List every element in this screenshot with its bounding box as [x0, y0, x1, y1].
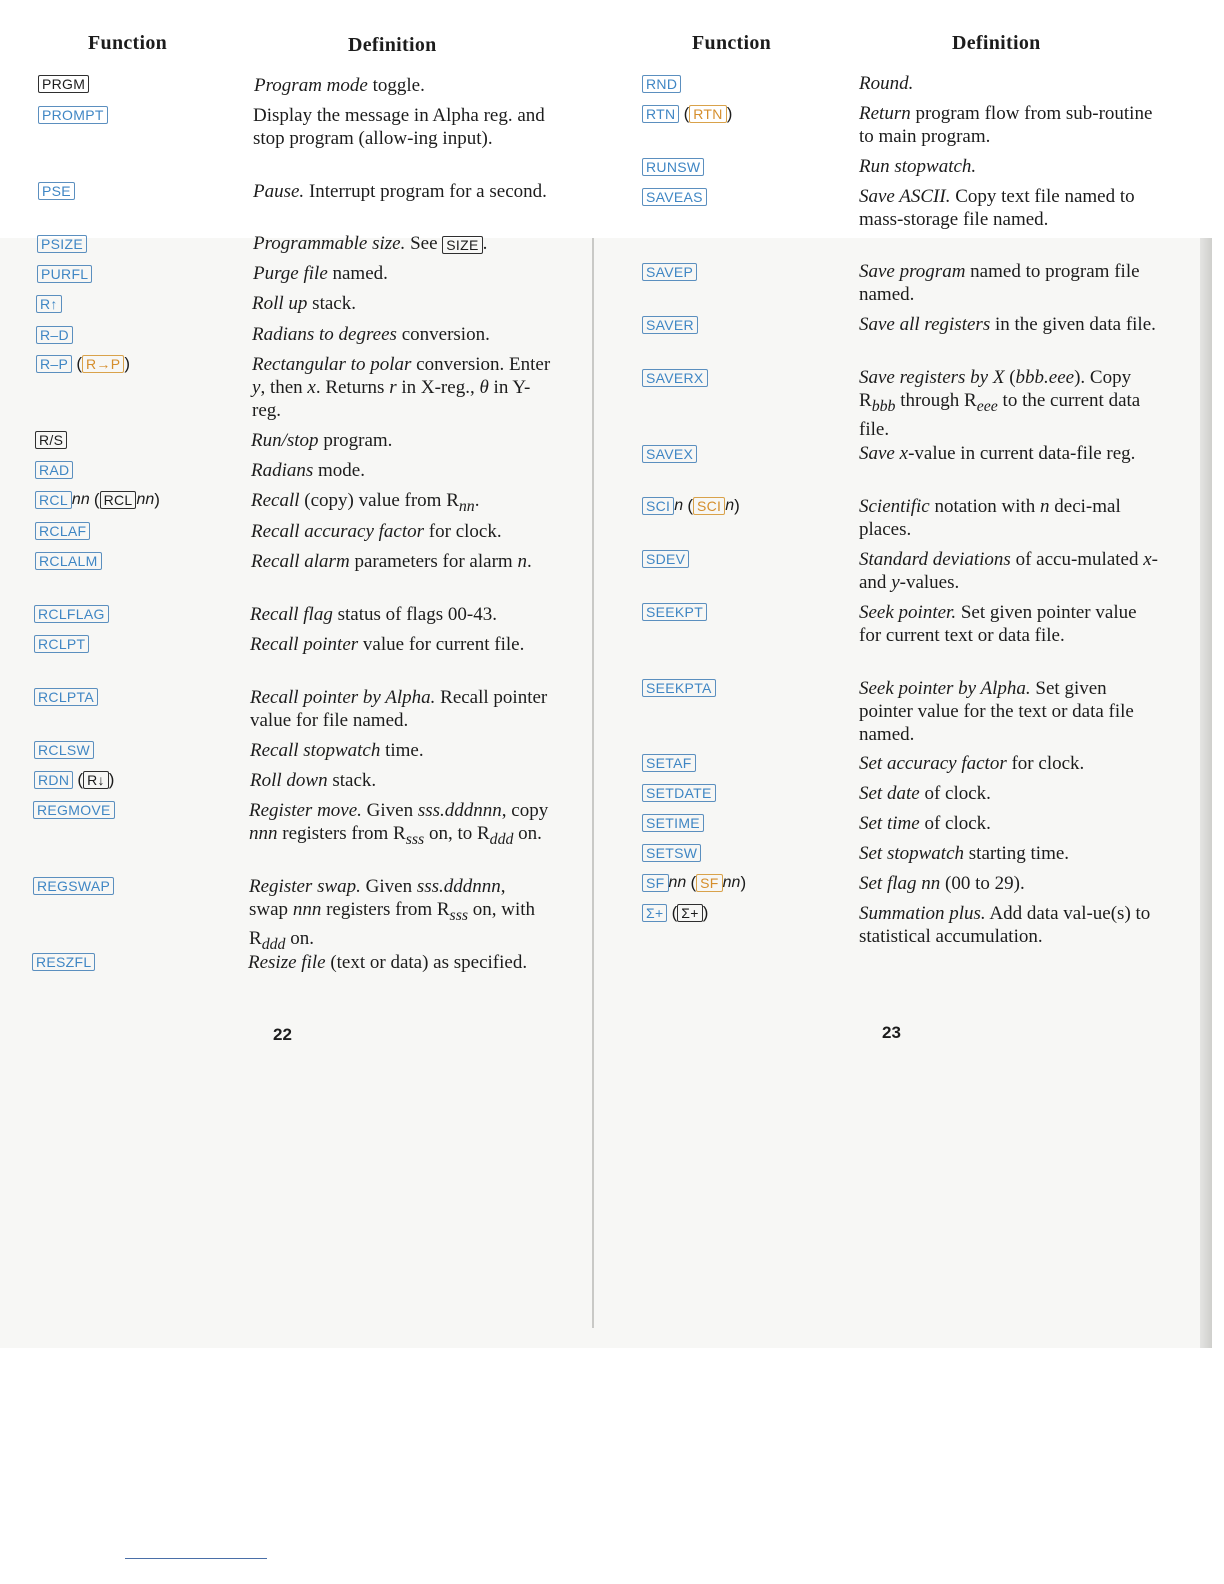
function-definition: Save all registers in the given data file. — [859, 314, 1156, 335]
function-key: PRGM — [38, 74, 89, 94]
function-key: SETDATE — [642, 783, 716, 803]
function-definition: Programmable size. See SIZE . — [253, 233, 488, 254]
function-definition: Seek pointer by Alpha. Set given pointer value for the text or data file named. — [859, 678, 1134, 745]
function-definition: Round. — [859, 73, 914, 94]
definition-header: Definition — [952, 32, 1041, 54]
function-definition: Recall alarm parameters for alarm n. — [251, 551, 532, 572]
function-key: Σ+ ( Σ+ ) — [642, 903, 708, 923]
function-key: RCLSW — [34, 740, 94, 760]
function-definition: Radians mode. — [251, 460, 365, 481]
function-definition: Roll up stack. — [252, 293, 356, 314]
function-key: SETSW — [642, 843, 701, 863]
left-page — [0, 0, 592, 1110]
function-key: SF nn ( SF nn) — [642, 873, 746, 893]
function-key: RAD — [35, 460, 73, 480]
function-definition: Recall pointer by Alpha. Recall pointer value for file named. — [250, 687, 548, 731]
function-header: Function — [692, 32, 772, 54]
function-definition: Set flag nn (00 to 29). — [859, 873, 1025, 894]
function-key: RDN ( R↓ ) — [34, 770, 114, 790]
right-page — [594, 0, 1200, 1110]
function-key: RESZFL — [32, 952, 95, 972]
function-key: RCLPT — [34, 634, 89, 654]
function-key: SDEV — [642, 549, 689, 569]
function-key: REGMOVE — [33, 800, 115, 820]
function-definition: Run stopwatch. — [859, 156, 977, 177]
function-definition: Pause. Interrupt program for a second. — [253, 181, 547, 202]
footer-rule — [125, 1558, 267, 1559]
function-definition: Return program flow from sub-routine to main program. — [859, 103, 1153, 147]
definition-header: Definition — [348, 34, 437, 56]
page-number: 23 — [882, 1023, 901, 1042]
function-key: R–D — [36, 325, 73, 345]
function-definition: Radians to degrees conversion. — [252, 324, 490, 345]
function-key: SCI n ( SCI n) — [642, 496, 740, 516]
function-key: RCL nn ( RCL nn) — [35, 490, 160, 510]
function-key: R/S — [35, 430, 67, 450]
function-key: SAVEAS — [642, 187, 707, 207]
function-key: SETIME — [642, 813, 704, 833]
function-definition: Scientific notation with n deci-mal places. — [859, 496, 1121, 540]
function-key: SAVEP — [642, 262, 697, 282]
function-key: SEEKPTA — [642, 678, 716, 698]
function-definition: Program mode toggle. — [254, 75, 425, 96]
function-definition: Recall stopwatch time. — [250, 740, 424, 761]
function-definition: Recall flag status of flags 00-43. — [250, 604, 497, 625]
function-key: RND — [642, 74, 681, 94]
function-definition: Purge file named. — [253, 263, 388, 284]
function-definition: Run/stop program. — [251, 430, 393, 451]
function-definition: Seek pointer. Set given pointer value for current text or data file. — [859, 602, 1137, 646]
function-key: SAVER — [642, 315, 698, 335]
function-definition: Recall accuracy factor for clock. — [251, 521, 502, 542]
function-key: R↑ — [36, 294, 62, 314]
function-key: RTN ( RTN ) — [642, 104, 732, 124]
function-definition: Set accuracy factor for clock. — [859, 753, 1085, 774]
function-definition: Rectangular to polar conversion. Enter y, then x. Returns r in X-reg., θ in Y-reg. — [252, 354, 551, 421]
function-definition: Summation plus. Add data val-ue(s) to statistical accumulation. — [859, 903, 1151, 947]
function-definition: Display the message in Alpha reg. and stop program (allow-ing input). — [253, 105, 545, 149]
function-key: RCLAF — [35, 521, 90, 541]
function-key: R–P ( R→P ) — [36, 354, 130, 374]
function-definition: Save program named to program file named. — [859, 261, 1140, 305]
function-key: PSIZE — [37, 234, 87, 254]
function-key: REGSWAP — [33, 876, 114, 896]
function-definition: Standard deviations of accu-mulated x- and y-values. — [859, 549, 1158, 593]
function-definition: Set time of clock. — [859, 813, 991, 834]
function-key: SEEKPT — [642, 602, 707, 622]
function-key: RCLFLAG — [34, 604, 109, 624]
function-definition: Save registers by X (bbb.eee). Copy $R_{bbb}$ through $R_{eee}$ to the current data file. — [859, 367, 1141, 440]
function-key: SAVEX — [642, 444, 697, 464]
page-number: 22 — [273, 1025, 292, 1044]
function-definition: Set date of clock. — [859, 783, 991, 804]
function-definition: Register swap. Given sss.dddnnn, swap nnn registers from $R_{sss}$ on, with $R_{ddd}$ on. — [249, 876, 536, 953]
size-key-ref: SIZE — [442, 236, 482, 254]
page-edge-shadow — [1200, 238, 1212, 1348]
function-header: Function — [88, 32, 168, 54]
function-key: RUNSW — [642, 157, 704, 177]
function-definition: Register move. Given sss.dddnnn, copy nnn registers from $R_{sss}$ on, to $R_{ddd}$ on. — [249, 800, 549, 848]
function-key: SETAF — [642, 753, 696, 773]
function-definition: Resize file (text or data) as specified. — [248, 952, 528, 973]
function-key: RCLPTA — [34, 687, 98, 707]
function-definition: Set stopwatch starting time. — [859, 843, 1070, 864]
function-definition: Save x-value in current data-file reg. — [859, 443, 1136, 464]
function-definition: Recall pointer value for current file. — [250, 634, 525, 655]
function-key: PROMPT — [38, 105, 108, 125]
function-key: SAVERX — [642, 368, 708, 388]
function-definition: Save ASCII. Copy text file named to mass-storage file named. — [859, 186, 1135, 230]
function-key: PURFL — [37, 264, 92, 284]
function-key: PSE — [38, 181, 75, 201]
function-key: RCLALM — [35, 551, 102, 571]
function-definition: Recall (copy) value from $R_{nn}$. — [251, 490, 480, 515]
function-definition: Roll down stack. — [250, 770, 377, 791]
